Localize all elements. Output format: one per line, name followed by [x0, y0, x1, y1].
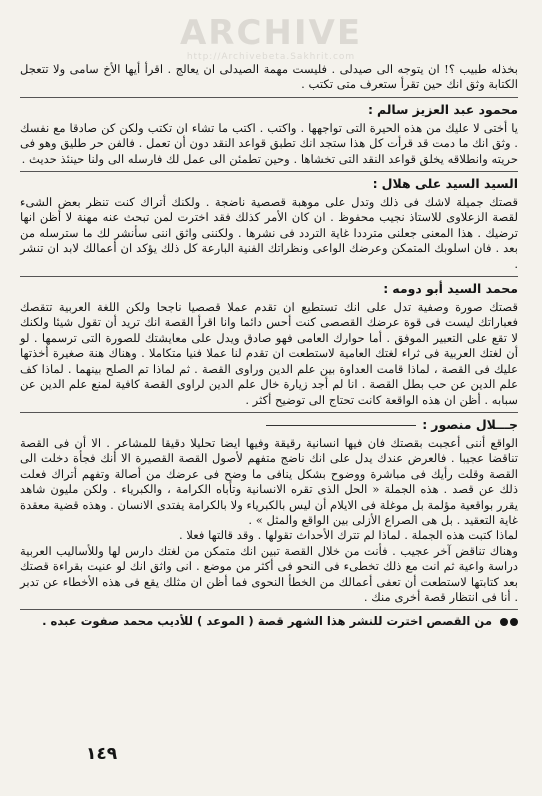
- section-heading: [20, 281, 518, 296]
- bullet-dots-icon: [498, 614, 518, 629]
- section-divider: [20, 97, 518, 98]
- heading-colon: :: [422, 416, 428, 432]
- section-divider: [20, 609, 518, 610]
- section-heading: [20, 102, 518, 117]
- archive-watermark: [0, 13, 542, 62]
- section-heading-name: محمود عبد العزيز سالم: [376, 101, 518, 117]
- reply-paragraph: يا أختى لا عليك من هذه الحيرة التى تواجهها . واكتب . اكتب ما تشاء ان تكتب ولكن كن صادقا مع نفسك . وثق انك ما دمت قد قرأت كل هذا ستجد انك تطبق قواعد النقد دون أن تعمل . فالفن حر طليق وهو فى حريته وانطلاقه يخلق قواعد النقد التى تخشاها . وحين تطمئن الى عمل لك فارسله الى ولنا حينئذ حديث .: [20, 120, 518, 166]
- selection-note-text: من القصص اخترت للنشر هذا الشهر قصة ( الموعد ) للأديب محمد صفوت عبده .: [42, 614, 492, 629]
- selection-note: [20, 614, 518, 629]
- reply-paragraph: وهناك تناقض آخر عجيب . فأنت من خلال القصة تبين انك متمكن من لغتك دارس لها وللأساليب العربية دراسة واعية ثم انت مع ذلك تخطىء فى النحو فى أكثر من موضع . انى واثق انك لو عنيت بقراءة قصتك بعد كتابتها لاستطعت أن تعفى أعمالك من الخطأ النحوى فما أظن ان مثلك يقع فى هذه الأخطاء عن تدبر . أنا فى انتظار قصة أخرى منك .: [20, 543, 518, 604]
- section-heading-name: جـــلال منصور: [431, 416, 518, 432]
- intro-paragraph: بخذله طبيب ؟! ان يتوجه الى صيدلى . فليست مهمة الصيدلى ان يعالج . اقرأ أيها الأخ سامى ولا تتعجل الكتابة وثق انك حين تقرأ ستعرف متى تكتب .: [20, 62, 518, 92]
- section-heading-name: السيد السيد على هلال: [381, 176, 518, 192]
- watermark-logo: ARCHIVE: [179, 13, 363, 53]
- section-divider: [20, 171, 518, 172]
- section-heading: [20, 417, 518, 432]
- section-heading-name: محمد السيد أبو دومه: [392, 281, 518, 297]
- reply-paragraph: الواقع أننى أعجبت بقصتك فان فيها انسانية رقيقة وفيها ايضا تحليلا دقيقا للمشاعر . الا أن فى القصة تناقضا عجيبا . فالعرض عندك يدل على انك ناضج متفهم لأصول القصة القصيرة الا أنك فجأة دخلت الى القصة وقلت رأيك فى مباشرة ووضوح بشكل ينافى ما وضح فى عرضك من أصالة وتفهم أتراك فعلت ذلك عن قصد . هذه الجملة « الحل الذى تقره الانسانية وتأباه الكرامة ، والكبرياء . ولكن مليون شاهد يقرر بواقعية مؤلمة بل موغلة فى الايلام أن ليس بالكبرياء ولا بالكرامة يفتدى الانسان . وهذه قضية معقدة غاية التعقيد . بل هى الصراع الأزلى بين الواقع والمثل » .: [20, 435, 518, 527]
- watermark-url: http://Archivebeta.Sakhrit.com: [186, 52, 356, 62]
- heading-colon: :: [372, 176, 378, 192]
- page-number: ١٤٩: [86, 744, 118, 764]
- reply-paragraph: لماذا كتبت هذه الجملة . لماذا لم تترك الأحداث تقولها . وقد قالتها فعلا .: [178, 528, 518, 543]
- reply-paragraph: قصتك صورة وصفية تدل على انك تستطيع ان تقدم عملا قصصيا ناجحا ولكن اللغة العربية تتقصك فعباراتك ليست فى قوة عرضك القصصى كنت أحس دائما وانا اقرأ القصة انك تريد أن تقول شيئا ولكنك لا تقع على التعبير الموفق . أما حوارك العامى فهو صادق ويدل على معايشتك للصورة التى ترسمها . لو أن لغتك العربية فى ثراء لغتك العامية لاستطعت ان تقدم لنا عملا فنيا متكاملا . وهناك هنة صغيرة أخذتها عليك فى القصة ، لماذا قامت العداوة بين علم الدين وراوى القصة . ثم لماذا تم الصلح بينهما . لماذا كف علم الدين عن حب بطل القصة . انا لم أجد زيارة خال علم الدين لراوى القصة كافية لمنع علم الدين عن سبابه . أظن ان هذه الواقعة كانت تحتاج الى توضيح أكثر .: [20, 300, 518, 407]
- section-divider: [20, 412, 518, 413]
- section-divider: [20, 276, 518, 277]
- heading-underline: [266, 425, 416, 426]
- reply-paragraph: قصتك جميلة لاشك فى ذلك وتدل على موهبة قصصية ناضجة . ولكنك أتراك كنت تنظر بعض الشىء لقصة الزعلاوى للاستاذ نجيب محفوظ . ان كان الأمر كذلك فقد اخترت لمن تبحث عنه مهنة لا أظن انها ترضيك . هذا المعنى جعلنى مترددا غاية التردد فى نشرها . ولكننى واثق اننى سأنشر لك ما سترسله من بعد . فان اسلوبك المتمكن وعرضك الواعى ونظراتك الفنية البارعة كل ذلك يؤكد ان أعمالك لابد ان تنشر .: [20, 195, 518, 271]
- heading-colon: :: [383, 281, 389, 297]
- heading-colon: :: [367, 101, 373, 117]
- section-heading: [20, 176, 518, 191]
